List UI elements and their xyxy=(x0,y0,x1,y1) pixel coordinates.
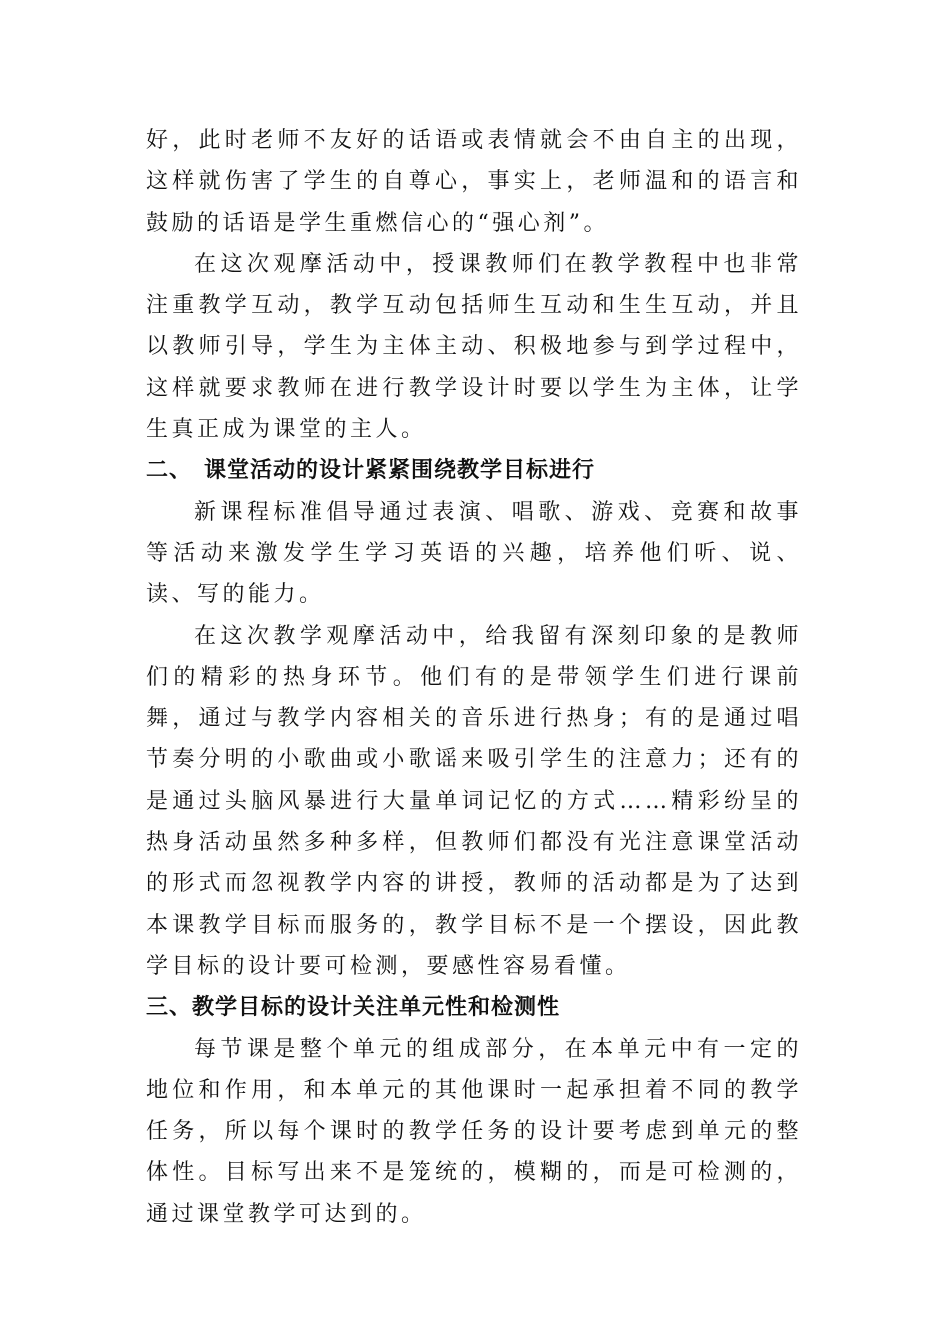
paragraph-curriculum: 新课程标准倡导通过表演、唱歌、游戏、竞赛和故事等活动来激发学生学习英语的兴趣，培养他们听、说、读、写的能力。 xyxy=(146,499,802,608)
paragraph-unit-goals: 每节课是整个单元的组成部分，在本单元中有一定的地位和作用，和本单元的其他课时一起承担着不同的教学任务，所以每个课时的教学任务的设计要考虑到单元的整体性。目标写出来不是笼统的，模糊的，而是可检测的，通过课堂教学可达到的。 xyxy=(146,1036,802,1227)
section-title-2: 课堂活动的设计紧紧围绕教学目标进行 xyxy=(204,458,596,484)
section-heading-3: 三、教学目标的设计关注单元性和检测性 xyxy=(146,995,561,1021)
section-number-2: 二、 xyxy=(146,458,193,484)
paragraph-interaction: 在这次观摩活动中，授课教师们在教学教程中也非常注重教学互动，教学互动包括师生互动和生生互动，并且以教师引导，学生为主体主动、积极地参与到学过程中，这样就要求教师在进行教学设计时要以学生为主体，让学生真正成为课堂的主人。 xyxy=(146,251,802,443)
document-body xyxy=(146,120,802,1235)
paragraph-warmup: 在这次教学观摩活动中，给我留有深刻印象的是教师们的精彩的热身环节。他们有的是带领学生们进行课前舞，通过与教学内容相关的音乐进行热身；有的是通过唱节奏分明的小歌曲或小歌谣来吸引学生的注意力；还有的是通过头脑风暴进行大量单词记忆的方式……精彩纷呈的热身活动虽然多种多样，但教师们都没有光注意课堂活动的形式而忽视教学内容的讲授，教师的活动都是为了达到本课教学目标而服务的，教学目标不是一个摆设，因此教学目标的设计要可检测，要感性容易看懂。 xyxy=(146,623,802,979)
section-heading-2 xyxy=(146,450,802,491)
paragraph-continued: 好，此时老师不友好的话语或表情就会不由自主的出现，这样就伤害了学生的自尊心，事实上，老师温和的语言和鼓励的话语是学生重燃信心的“强心剂”。 xyxy=(146,128,802,236)
